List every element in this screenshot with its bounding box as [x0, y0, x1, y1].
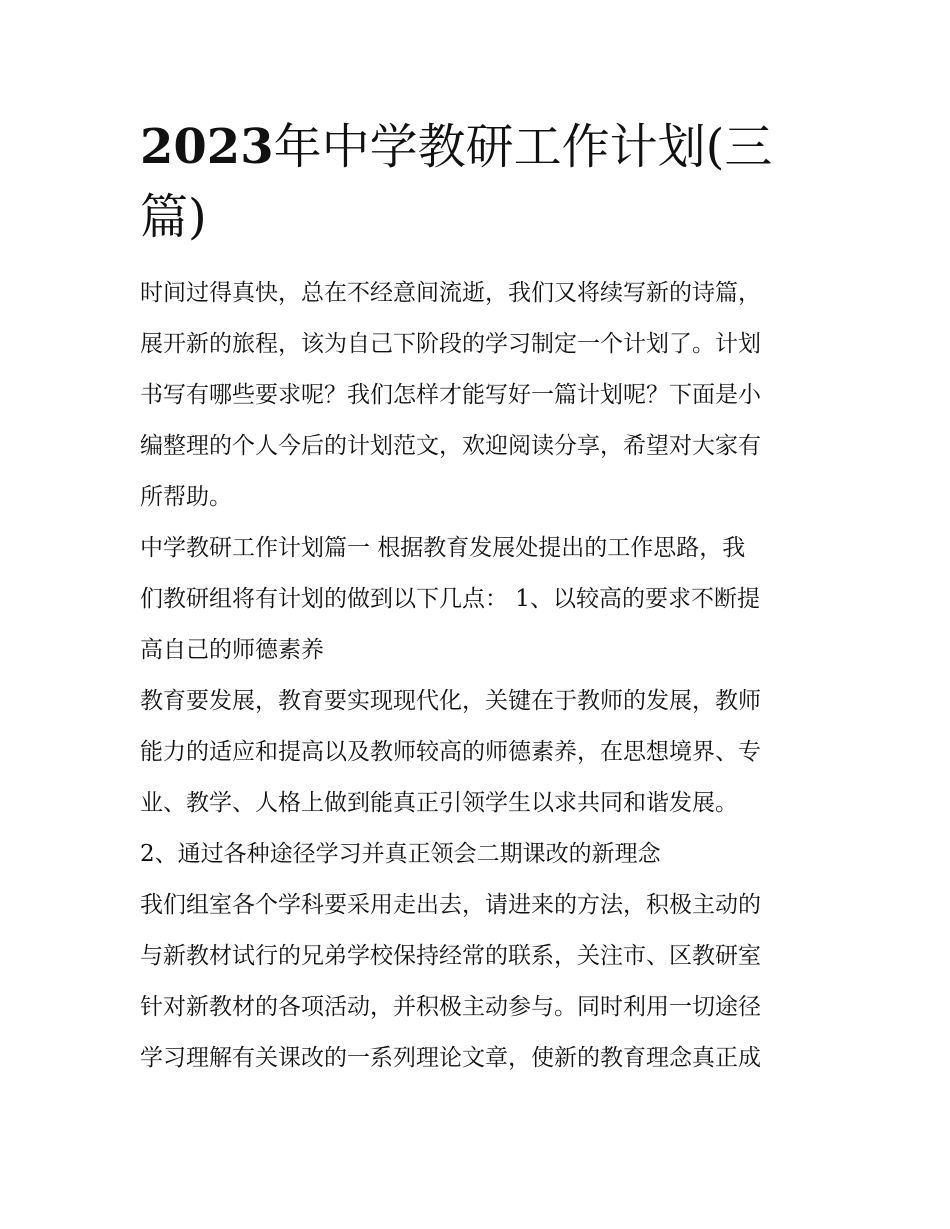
body-line: 2、通过各种途径学习并真正领会二期课改的新理念 [140, 841, 661, 867]
document-body [140, 268, 820, 1084]
body-line: 针对新教材的各项活动，并积极主动参与。同时利用一切途径 [140, 994, 761, 1020]
body-line: 时间过得真快，总在不经意间流逝，我们又将续写新的诗篇， [140, 280, 761, 306]
title-year: 2023 [140, 119, 274, 175]
body-line: 学习理解有关课改的一系列理论文章，使新的教育理念真正成 [140, 1045, 761, 1071]
document-page [140, 112, 820, 1084]
title-line-2: 篇) [140, 189, 207, 245]
document-title [140, 112, 820, 252]
body-line: 们教研组将有计划的做到以下几点： 1、以较高的要求不断提 [140, 586, 760, 612]
title-line-1-rest: 年中学教研工作计划(三 [273, 119, 773, 175]
body-line: 与新教材试行的兄弟学校保持经常的联系，关注市、区教研室 [140, 943, 761, 969]
body-line: 教育要发展，教育要实现现代化，关键在于教师的发展，教师 [140, 688, 761, 714]
body-line: 中学教研工作计划篇一 根据教育发展处提出的工作思路，我 [140, 535, 746, 561]
body-line: 所帮助。 [140, 484, 232, 510]
body-line: 书写有哪些要求呢？我们怎样才能写好一篇计划呢？下面是小 [140, 382, 761, 408]
body-line: 高自己的师德素养 [140, 637, 324, 663]
body-line: 业、教学、人格上做到能真正引领学生以求共同和谐发展。 [140, 790, 738, 816]
body-line: 我们组室各个学科要采用走出去，请进来的方法，积极主动的 [140, 892, 761, 918]
body-line: 展开新的旅程，该为自己下阶段的学习制定一个计划了。计划 [140, 331, 761, 357]
body-line: 能力的适应和提高以及教师较高的师德素养，在思想境界、专 [140, 739, 761, 765]
body-line: 编整理的个人今后的计划范文，欢迎阅读分享，希望对大家有 [140, 433, 761, 459]
